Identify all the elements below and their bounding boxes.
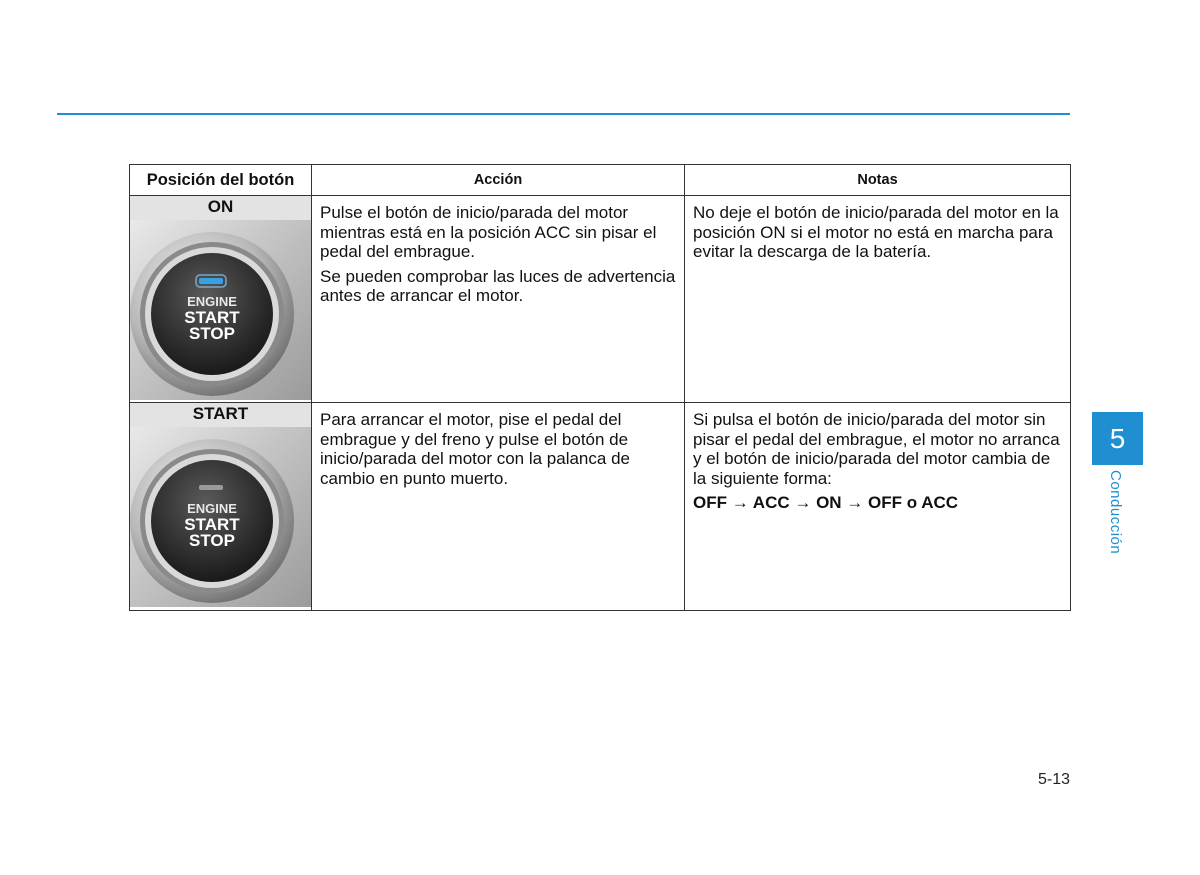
header-position: Posición del botón bbox=[130, 165, 312, 196]
page-number: 5-13 bbox=[1037, 771, 1070, 788]
table-row bbox=[130, 403, 1071, 611]
notes-cell bbox=[685, 403, 1071, 611]
action-paragraph: Para arrancar el motor, pise el pedal del embrague y del freno y pulse el botón de inicio/parada del motor con la palanca de cambio en punto muerto. bbox=[320, 410, 630, 488]
engine-start-stop-button-icon bbox=[130, 220, 310, 400]
button-text-start: START bbox=[184, 308, 240, 327]
state-sequence: OFF → ACC → ON → OFF o ACC bbox=[693, 493, 959, 512]
notes-paragraph: Si pulsa el botón de inicio/parada del motor sin pisar el pedal del embrague, el motor no arranca y el botón de inicio/parada del motor cambia de la siguiente forma: bbox=[693, 410, 1060, 488]
position-label: ON bbox=[130, 196, 311, 220]
indicator-light-lit bbox=[199, 278, 223, 284]
position-label: START bbox=[130, 403, 311, 427]
notes-paragraph: No deje el botón de inicio/parada del motor en la posición ON si el motor no está en marcha para evitar la descarga de la batería. bbox=[693, 203, 1059, 261]
button-text-stop: STOP bbox=[189, 531, 235, 550]
header-action: Acción bbox=[312, 165, 685, 196]
button-text-stop: STOP bbox=[189, 324, 235, 343]
chapter-name: Conducción bbox=[1107, 470, 1124, 555]
table-header-row bbox=[130, 165, 1071, 196]
button-text-engine: ENGINE bbox=[187, 294, 237, 309]
button-position-table bbox=[129, 164, 1071, 611]
position-cell bbox=[130, 196, 312, 403]
indicator-light-off bbox=[199, 485, 223, 490]
action-paragraph: Se pueden comprobar las luces de advertencia antes de arrancar el motor. bbox=[320, 266, 676, 305]
button-text-engine: ENGINE bbox=[187, 501, 237, 516]
header-rule bbox=[57, 113, 1070, 115]
action-cell bbox=[312, 403, 685, 611]
notes-cell bbox=[685, 196, 1071, 403]
table-row bbox=[130, 196, 1071, 403]
chapter-tab: 5 bbox=[1092, 412, 1143, 465]
button-text-start: START bbox=[184, 515, 240, 534]
position-cell bbox=[130, 403, 312, 611]
engine-start-stop-button-image bbox=[130, 220, 311, 400]
engine-start-stop-button-icon bbox=[130, 427, 310, 607]
engine-start-stop-button-image bbox=[130, 427, 311, 607]
action-cell bbox=[312, 196, 685, 403]
header-notes: Notas bbox=[685, 165, 1071, 196]
action-paragraph: Pulse el botón de inicio/parada del motor mientras está en la posición ACC sin pisar el pedal del embrague. bbox=[320, 203, 657, 261]
